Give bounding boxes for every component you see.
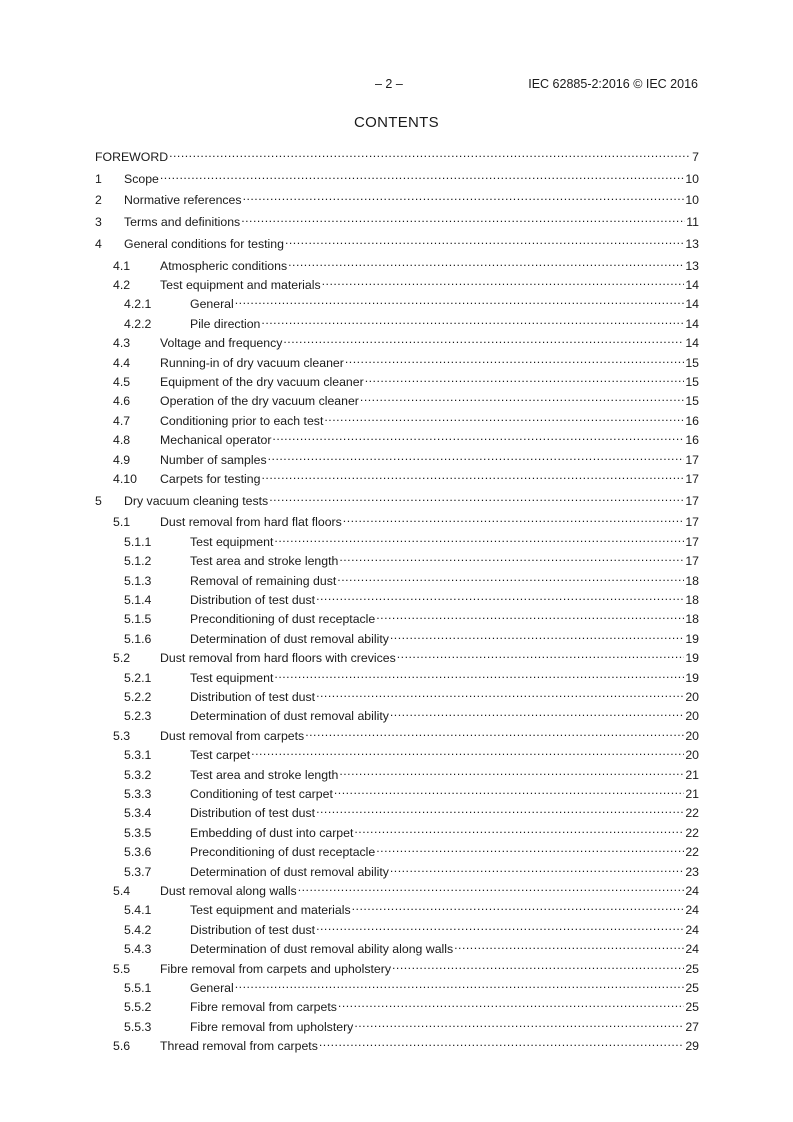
toc-entry-title: FOREWORD bbox=[95, 150, 169, 164]
toc-entry-title: Distribution of test dust bbox=[190, 806, 316, 821]
toc-leader-dots bbox=[397, 646, 685, 662]
toc-entry-title: Embedding of dust into carpet bbox=[190, 825, 354, 840]
toc-leader-dots bbox=[390, 704, 684, 720]
toc-entry-page: 14 bbox=[685, 316, 699, 331]
toc-entry-title: Removal of remaining dust bbox=[190, 573, 337, 588]
toc-leader-dots bbox=[285, 232, 684, 248]
toc-entry-page: 16 bbox=[685, 413, 699, 428]
toc-entry[interactable] bbox=[95, 428, 699, 448]
toc-leader-dots bbox=[235, 292, 685, 308]
toc-entry-page: 22 bbox=[685, 806, 699, 821]
toc-entry-title: Dust removal from carpets bbox=[160, 728, 305, 743]
toc-entry-title: Test equipment bbox=[190, 670, 274, 685]
toc-entry-number: 5 bbox=[95, 493, 102, 508]
toc-entry-number: 4 bbox=[95, 236, 102, 251]
toc-leader-dots bbox=[269, 489, 684, 505]
toc-entry[interactable] bbox=[95, 646, 699, 666]
toc-leader-dots bbox=[354, 1015, 684, 1031]
toc-entry-page: 19 bbox=[685, 670, 699, 685]
toc-entry-number: 2 bbox=[95, 193, 102, 208]
toc-entry-title: Preconditioning of dust receptacle bbox=[190, 845, 376, 860]
toc-entry-page: 15 bbox=[685, 355, 699, 370]
toc-entry-page: 17 bbox=[685, 471, 699, 486]
toc-leader-dots bbox=[354, 821, 684, 837]
toc-entry-page: 24 bbox=[685, 883, 699, 898]
toc-entry-title: General bbox=[190, 297, 234, 312]
toc-entry-page: 23 bbox=[685, 864, 699, 879]
toc-entry[interactable] bbox=[95, 743, 699, 763]
toc-leader-dots bbox=[352, 898, 685, 914]
toc-entry[interactable] bbox=[95, 918, 699, 937]
toc-leader-dots bbox=[288, 254, 684, 270]
toc-entry-number: 5.4.1 bbox=[124, 903, 152, 918]
toc-entry[interactable] bbox=[95, 331, 699, 351]
toc-leader-dots bbox=[319, 1034, 684, 1050]
toc-entry-title: Test area and stroke length bbox=[190, 554, 339, 569]
toc-entry-page: 29 bbox=[685, 1039, 699, 1054]
toc-entry[interactable] bbox=[95, 530, 699, 549]
toc-entry[interactable] bbox=[95, 879, 699, 898]
toc-leader-dots bbox=[283, 331, 684, 347]
toc-entry-number: 5.4.2 bbox=[124, 922, 152, 937]
toc-entry[interactable] bbox=[95, 1015, 699, 1034]
toc-entry-title: Operation of the dry vacuum cleaner bbox=[160, 394, 359, 409]
toc-entry-title: Test carpet bbox=[190, 748, 251, 763]
toc-entry-number: 5.3 bbox=[113, 728, 131, 743]
toc-entry[interactable] bbox=[95, 588, 699, 607]
toc-entry-page: 15 bbox=[685, 374, 699, 389]
toc-entry-title: Thread removal from carpets bbox=[160, 1039, 318, 1054]
toc-leader-dots bbox=[261, 312, 684, 328]
toc-entry-page: 7 bbox=[692, 150, 699, 164]
toc-leader-dots bbox=[272, 428, 684, 444]
toc-leader-dots bbox=[261, 467, 684, 483]
toc-entry[interactable] bbox=[95, 821, 699, 840]
toc-leader-dots bbox=[316, 685, 684, 701]
toc-leader-dots bbox=[334, 782, 684, 798]
toc-entry-number: 5.5 bbox=[113, 961, 131, 976]
toc-entry-title: Fibre removal from carpets and upholstery bbox=[160, 961, 392, 976]
toc-entry-page: 20 bbox=[685, 689, 699, 704]
toc-entry-title: Carpets for testing bbox=[160, 471, 261, 486]
toc-leader-dots bbox=[298, 879, 685, 895]
toc-entry-number: 4.3 bbox=[113, 336, 131, 351]
toc-entry-page: 25 bbox=[685, 980, 699, 995]
toc-entry-number: 4.1 bbox=[113, 258, 131, 273]
toc-entry-title: Atmospheric conditions bbox=[160, 258, 288, 273]
toc-leader-dots bbox=[454, 937, 684, 953]
toc-entry[interactable] bbox=[95, 370, 699, 389]
toc-entry-page: 18 bbox=[685, 592, 699, 607]
toc-leader-dots bbox=[338, 995, 684, 1011]
toc-entry-number: 3 bbox=[95, 215, 102, 230]
toc-entry-page: 11 bbox=[686, 215, 699, 230]
toc-entry[interactable] bbox=[95, 510, 699, 530]
toc-entry-number: 5.1.3 bbox=[124, 573, 152, 588]
toc-entry[interactable] bbox=[95, 840, 699, 860]
toc-entry-number: 5.6 bbox=[113, 1039, 131, 1054]
toc-leader-dots bbox=[392, 957, 684, 973]
toc-entry-number: 5.2 bbox=[113, 651, 131, 666]
toc-entry[interactable] bbox=[95, 704, 699, 724]
toc-entry[interactable] bbox=[95, 409, 699, 428]
toc-entry-number: 5.5.1 bbox=[124, 980, 152, 995]
toc-entry[interactable] bbox=[95, 448, 699, 467]
toc-entry-page: 22 bbox=[685, 845, 699, 860]
toc-leader-dots bbox=[360, 389, 684, 405]
toc-entry-number: 5.3.3 bbox=[124, 786, 152, 801]
toc-entry-number: 4.9 bbox=[113, 452, 131, 467]
toc-entry-page: 13 bbox=[685, 236, 699, 251]
toc-entry-number: 5.4.3 bbox=[124, 942, 152, 957]
toc-entry-page: 21 bbox=[685, 786, 699, 801]
toc-entry[interactable] bbox=[95, 782, 699, 801]
toc-entry-page: 18 bbox=[685, 573, 699, 588]
toc-entry-title: General bbox=[190, 980, 234, 995]
document-id: IEC 62885-2:2016 © IEC 2016 bbox=[528, 77, 698, 91]
toc-entry[interactable] bbox=[95, 467, 699, 486]
toc-entry-page: 20 bbox=[685, 748, 699, 763]
toc-leader-dots bbox=[243, 188, 685, 204]
toc-entry-title: Dry vacuum cleaning tests bbox=[124, 493, 269, 508]
toc-entry[interactable] bbox=[95, 607, 699, 627]
toc-leader-dots bbox=[365, 370, 685, 386]
toc-entry-number: 4.4 bbox=[113, 355, 131, 370]
toc-entry-title: Test area and stroke length bbox=[190, 767, 339, 782]
toc-entry-page: 14 bbox=[685, 277, 699, 292]
toc-leader-dots bbox=[339, 763, 684, 779]
toc-entry[interactable] bbox=[95, 1034, 699, 1054]
toc-entry-number: 5.1.5 bbox=[124, 612, 152, 627]
toc-entry-title: Dust removal from hard floors with crevices bbox=[160, 651, 396, 666]
toc-entry-title: Determination of dust removal ability bbox=[190, 864, 389, 879]
toc-leader-dots bbox=[305, 724, 684, 740]
toc-entry[interactable] bbox=[95, 976, 699, 995]
toc-leader-dots bbox=[274, 666, 684, 682]
toc-entry-title: Dust removal along walls bbox=[160, 883, 297, 898]
toc-entry-number: 5.1.4 bbox=[124, 592, 152, 607]
toc-entry-number: 5.3.5 bbox=[124, 825, 152, 840]
toc-leader-dots bbox=[274, 530, 684, 546]
toc-entry-title: Mechanical operator bbox=[160, 433, 272, 448]
toc-entry-number: 5.3.1 bbox=[124, 748, 152, 763]
toc-entry-page: 14 bbox=[685, 336, 699, 351]
toc-entry-number: 4.8 bbox=[113, 433, 131, 448]
toc-entry-page: 17 bbox=[685, 493, 699, 508]
toc-entry-title: Distribution of test dust bbox=[190, 689, 316, 704]
toc-entry-title: Determination of dust removal ability bbox=[190, 709, 389, 724]
toc-entry-number: 4.5 bbox=[113, 374, 131, 389]
toc-entry-number: 5.1 bbox=[113, 515, 131, 530]
toc-entry-title: Running-in of dry vacuum cleaner bbox=[160, 355, 344, 370]
toc-entry[interactable] bbox=[95, 995, 699, 1015]
toc-entry[interactable] bbox=[95, 724, 699, 743]
toc-leader-dots bbox=[324, 409, 684, 425]
toc-entry-number: 5.1.1 bbox=[124, 534, 152, 549]
toc-entry[interactable] bbox=[95, 292, 699, 312]
toc-entry-number: 5.3.7 bbox=[124, 864, 152, 879]
toc-entry[interactable] bbox=[95, 254, 699, 273]
toc-entry-page: 17 bbox=[685, 534, 699, 549]
toc-entry-number: 5.2.3 bbox=[124, 709, 152, 724]
toc-entry[interactable] bbox=[95, 188, 699, 208]
toc-leader-dots bbox=[339, 549, 684, 565]
toc-entry-page: 19 bbox=[685, 631, 699, 646]
toc-entry[interactable] bbox=[95, 569, 699, 588]
toc-entry-title: General conditions for testing bbox=[124, 236, 284, 251]
toc-entry-number: 4.7 bbox=[113, 413, 131, 428]
toc-entry-page: 20 bbox=[685, 709, 699, 724]
toc-entry[interactable] bbox=[95, 957, 699, 976]
toc-entry[interactable] bbox=[95, 232, 699, 251]
toc-entry-title: Scope bbox=[124, 171, 159, 186]
toc-leader-dots bbox=[337, 569, 684, 585]
toc-entry-number: 4.2.1 bbox=[124, 297, 152, 312]
toc-entry-page: 17 bbox=[685, 554, 699, 569]
toc-entry-title: Pile direction bbox=[190, 316, 261, 331]
toc-entry[interactable] bbox=[95, 273, 699, 292]
toc-entry[interactable] bbox=[95, 145, 699, 164]
page-header bbox=[0, 77, 793, 93]
toc-entry-title: Terms and definitions bbox=[124, 215, 241, 230]
toc-entry-title: Preconditioning of dust receptacle bbox=[190, 612, 376, 627]
toc-entry-page: 17 bbox=[685, 452, 699, 467]
page-number: – 2 – bbox=[375, 77, 403, 91]
toc-entry-number: 5.2.1 bbox=[124, 670, 152, 685]
toc-entry-page: 16 bbox=[685, 433, 699, 448]
toc-leader-dots bbox=[235, 976, 685, 992]
toc-entry[interactable] bbox=[95, 489, 699, 508]
toc-entry-number: 5.3.2 bbox=[124, 767, 152, 782]
toc-leader-dots bbox=[160, 167, 684, 183]
toc-entry-number: 5.5.2 bbox=[124, 1000, 152, 1015]
toc-entry-page: 18 bbox=[685, 612, 699, 627]
toc-entry-page: 21 bbox=[685, 767, 699, 782]
toc-leader-dots bbox=[322, 273, 685, 289]
toc-leader-dots bbox=[376, 607, 684, 623]
toc-entry[interactable] bbox=[95, 763, 699, 782]
toc-entry[interactable] bbox=[95, 860, 699, 879]
toc-entry-title: Test equipment bbox=[190, 534, 274, 549]
toc-entry-number: 4.2 bbox=[113, 277, 131, 292]
toc-entry[interactable] bbox=[95, 167, 699, 186]
toc-entry-title: Fibre removal from upholstery bbox=[190, 1019, 354, 1034]
toc-entry-page: 20 bbox=[685, 728, 699, 743]
toc-entry-number: 4.2.2 bbox=[124, 316, 152, 331]
toc-entry-page: 22 bbox=[685, 825, 699, 840]
toc-entry-title: Test equipment and materials bbox=[160, 277, 321, 292]
toc-entry-title: Distribution of test dust bbox=[190, 922, 316, 937]
toc-leader-dots bbox=[343, 510, 685, 526]
toc-leader-dots bbox=[345, 351, 684, 367]
toc-entry-number: 5.4 bbox=[113, 883, 131, 898]
toc-entry-title: Equipment of the dry vacuum cleaner bbox=[160, 374, 364, 389]
toc-entry-page: 10 bbox=[685, 171, 699, 186]
toc-entry-title: Conditioning of test carpet bbox=[190, 786, 333, 801]
toc-entry-number: 5.2.2 bbox=[124, 689, 152, 704]
toc-entry-page: 24 bbox=[685, 903, 699, 918]
toc-leader-dots bbox=[316, 918, 684, 934]
toc-entry-page: 19 bbox=[685, 651, 699, 666]
toc-entry[interactable] bbox=[95, 351, 699, 370]
toc-entry[interactable] bbox=[95, 801, 699, 821]
toc-leader-dots bbox=[169, 145, 691, 161]
toc-entry-title: Normative references bbox=[124, 193, 242, 208]
toc-entry-title: Fibre removal from carpets bbox=[190, 1000, 337, 1015]
toc-entry[interactable] bbox=[95, 312, 699, 331]
toc-entry-number: 4.10 bbox=[113, 471, 137, 486]
toc-entry-title: Determination of dust removal ability along walls bbox=[190, 942, 454, 957]
toc-entry[interactable] bbox=[95, 937, 699, 957]
toc-entry-page: 10 bbox=[685, 193, 699, 208]
toc-leader-dots bbox=[241, 210, 685, 226]
toc-leader-dots bbox=[316, 801, 684, 817]
toc-entry-title: Determination of dust removal ability bbox=[190, 631, 389, 646]
toc-entry[interactable] bbox=[95, 389, 699, 409]
toc-entry-title: Conditioning prior to each test bbox=[160, 413, 324, 428]
toc-entry-page: 13 bbox=[685, 258, 699, 273]
toc-leader-dots bbox=[251, 743, 684, 759]
toc-entry-number: 4.6 bbox=[113, 394, 131, 409]
toc-entry-page: 25 bbox=[685, 961, 699, 976]
toc-entry-number: 5.1.6 bbox=[124, 631, 152, 646]
toc-leader-dots bbox=[268, 448, 685, 464]
toc-entry[interactable] bbox=[95, 666, 699, 685]
toc-leader-dots bbox=[390, 860, 684, 876]
toc-entry-page: 17 bbox=[685, 515, 699, 530]
toc-entry-page: 24 bbox=[685, 922, 699, 937]
toc-entry-page: 27 bbox=[685, 1019, 699, 1034]
toc-entry-page: 15 bbox=[685, 394, 699, 409]
toc-entry-page: 14 bbox=[685, 297, 699, 312]
toc-entry-page: 24 bbox=[685, 942, 699, 957]
toc-entry[interactable] bbox=[95, 549, 699, 569]
toc-entry-title: Voltage and frequency bbox=[160, 336, 283, 351]
toc-entry[interactable] bbox=[95, 210, 699, 230]
toc-entry[interactable] bbox=[95, 627, 699, 646]
toc-entry-title: Dust removal from hard flat floors bbox=[160, 515, 342, 530]
toc-entry-number: 5.1.2 bbox=[124, 554, 152, 569]
toc-entry-number: 5.3.6 bbox=[124, 845, 152, 860]
toc-leader-dots bbox=[376, 840, 684, 856]
toc-entry-title: Number of samples bbox=[160, 452, 267, 467]
toc-leader-dots bbox=[316, 588, 684, 604]
page-title: CONTENTS bbox=[354, 114, 439, 131]
toc-entry-page: 25 bbox=[685, 1000, 699, 1015]
toc-entry-number: 5.3.4 bbox=[124, 806, 152, 821]
toc-entry-title: Test equipment and materials bbox=[190, 903, 351, 918]
toc-entry-number: 1 bbox=[95, 171, 102, 186]
toc-entry[interactable] bbox=[95, 898, 699, 918]
toc-entry-number: 5.5.3 bbox=[124, 1019, 152, 1034]
toc-leader-dots bbox=[390, 627, 684, 643]
toc-entry-title: Distribution of test dust bbox=[190, 592, 316, 607]
toc-entry[interactable] bbox=[95, 685, 699, 704]
